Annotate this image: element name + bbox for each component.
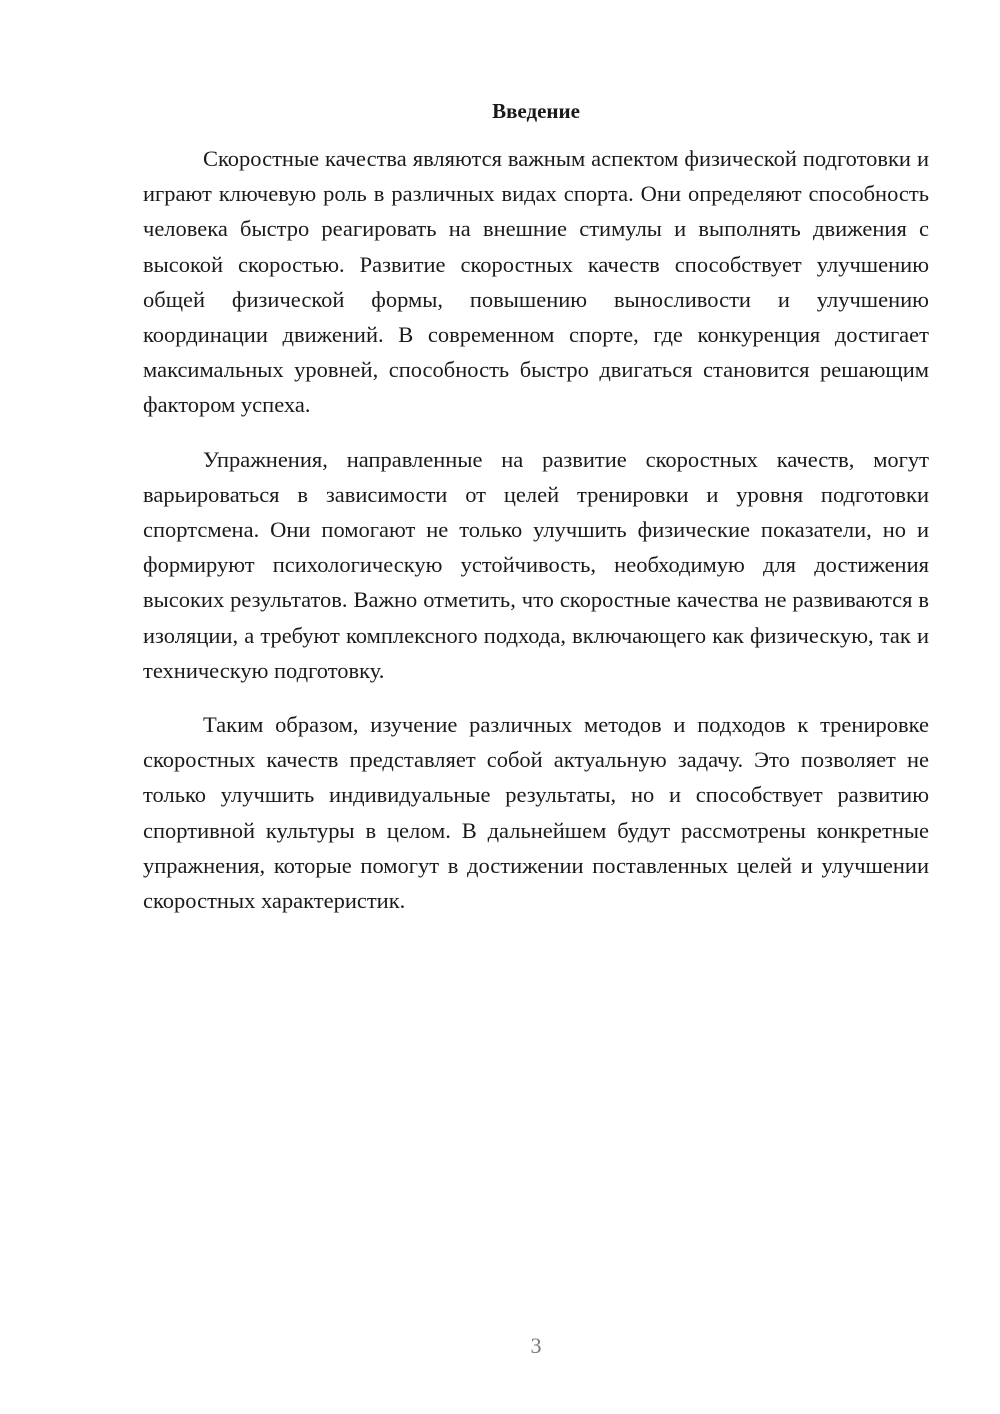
- section-heading: Введение: [492, 99, 580, 123]
- paragraph-1: Скоростные качества являются важным аспектом физической подготовки и играют ключевую роль в различных видах спорта. Они определяют способность человека быстро реагировать на внешние стимулы и выполнять движения с высокой скоростью. Развитие скоростных качеств способствует улучшению общей физической формы, повышению выносливости и улучшению координации движений. В современном спорте, где конкуренция достигает максимальных уровней, способность быстро двигаться становится решающим фактором успеха.: [143, 146, 929, 418]
- page-number: 3: [530, 1333, 542, 1358]
- paragraph-2: Упражнения, направленные на развитие скоростных качеств, могут варьироваться в зависимости от целей тренировки и уровня подготовки спортсмена. Они помогают не только улучшить физические показатели, но и формируют психологическую устойчивость, необходимую для достижения высоких результатов. Важно отметить, что скоростные качества не развиваются в изоляции, а требуют комплексного подхода, включающего как физическую, так и техническую подготовку.: [143, 446, 929, 683]
- paragraph-3: Таким образом, изучение различных методов и подходов к тренировке скоростных качеств представляет собой актуальную задачу. Это позволяет не только улучшить индивидуальные результаты, но и способствует развитию спортивной культуры в целом. В дальнейшем будут рассмотрены конкретные упражнения, которые помогут в достижении поставленных целей и улучшении скоростных характеристик.: [143, 712, 929, 914]
- body-text: [143, 141, 929, 937]
